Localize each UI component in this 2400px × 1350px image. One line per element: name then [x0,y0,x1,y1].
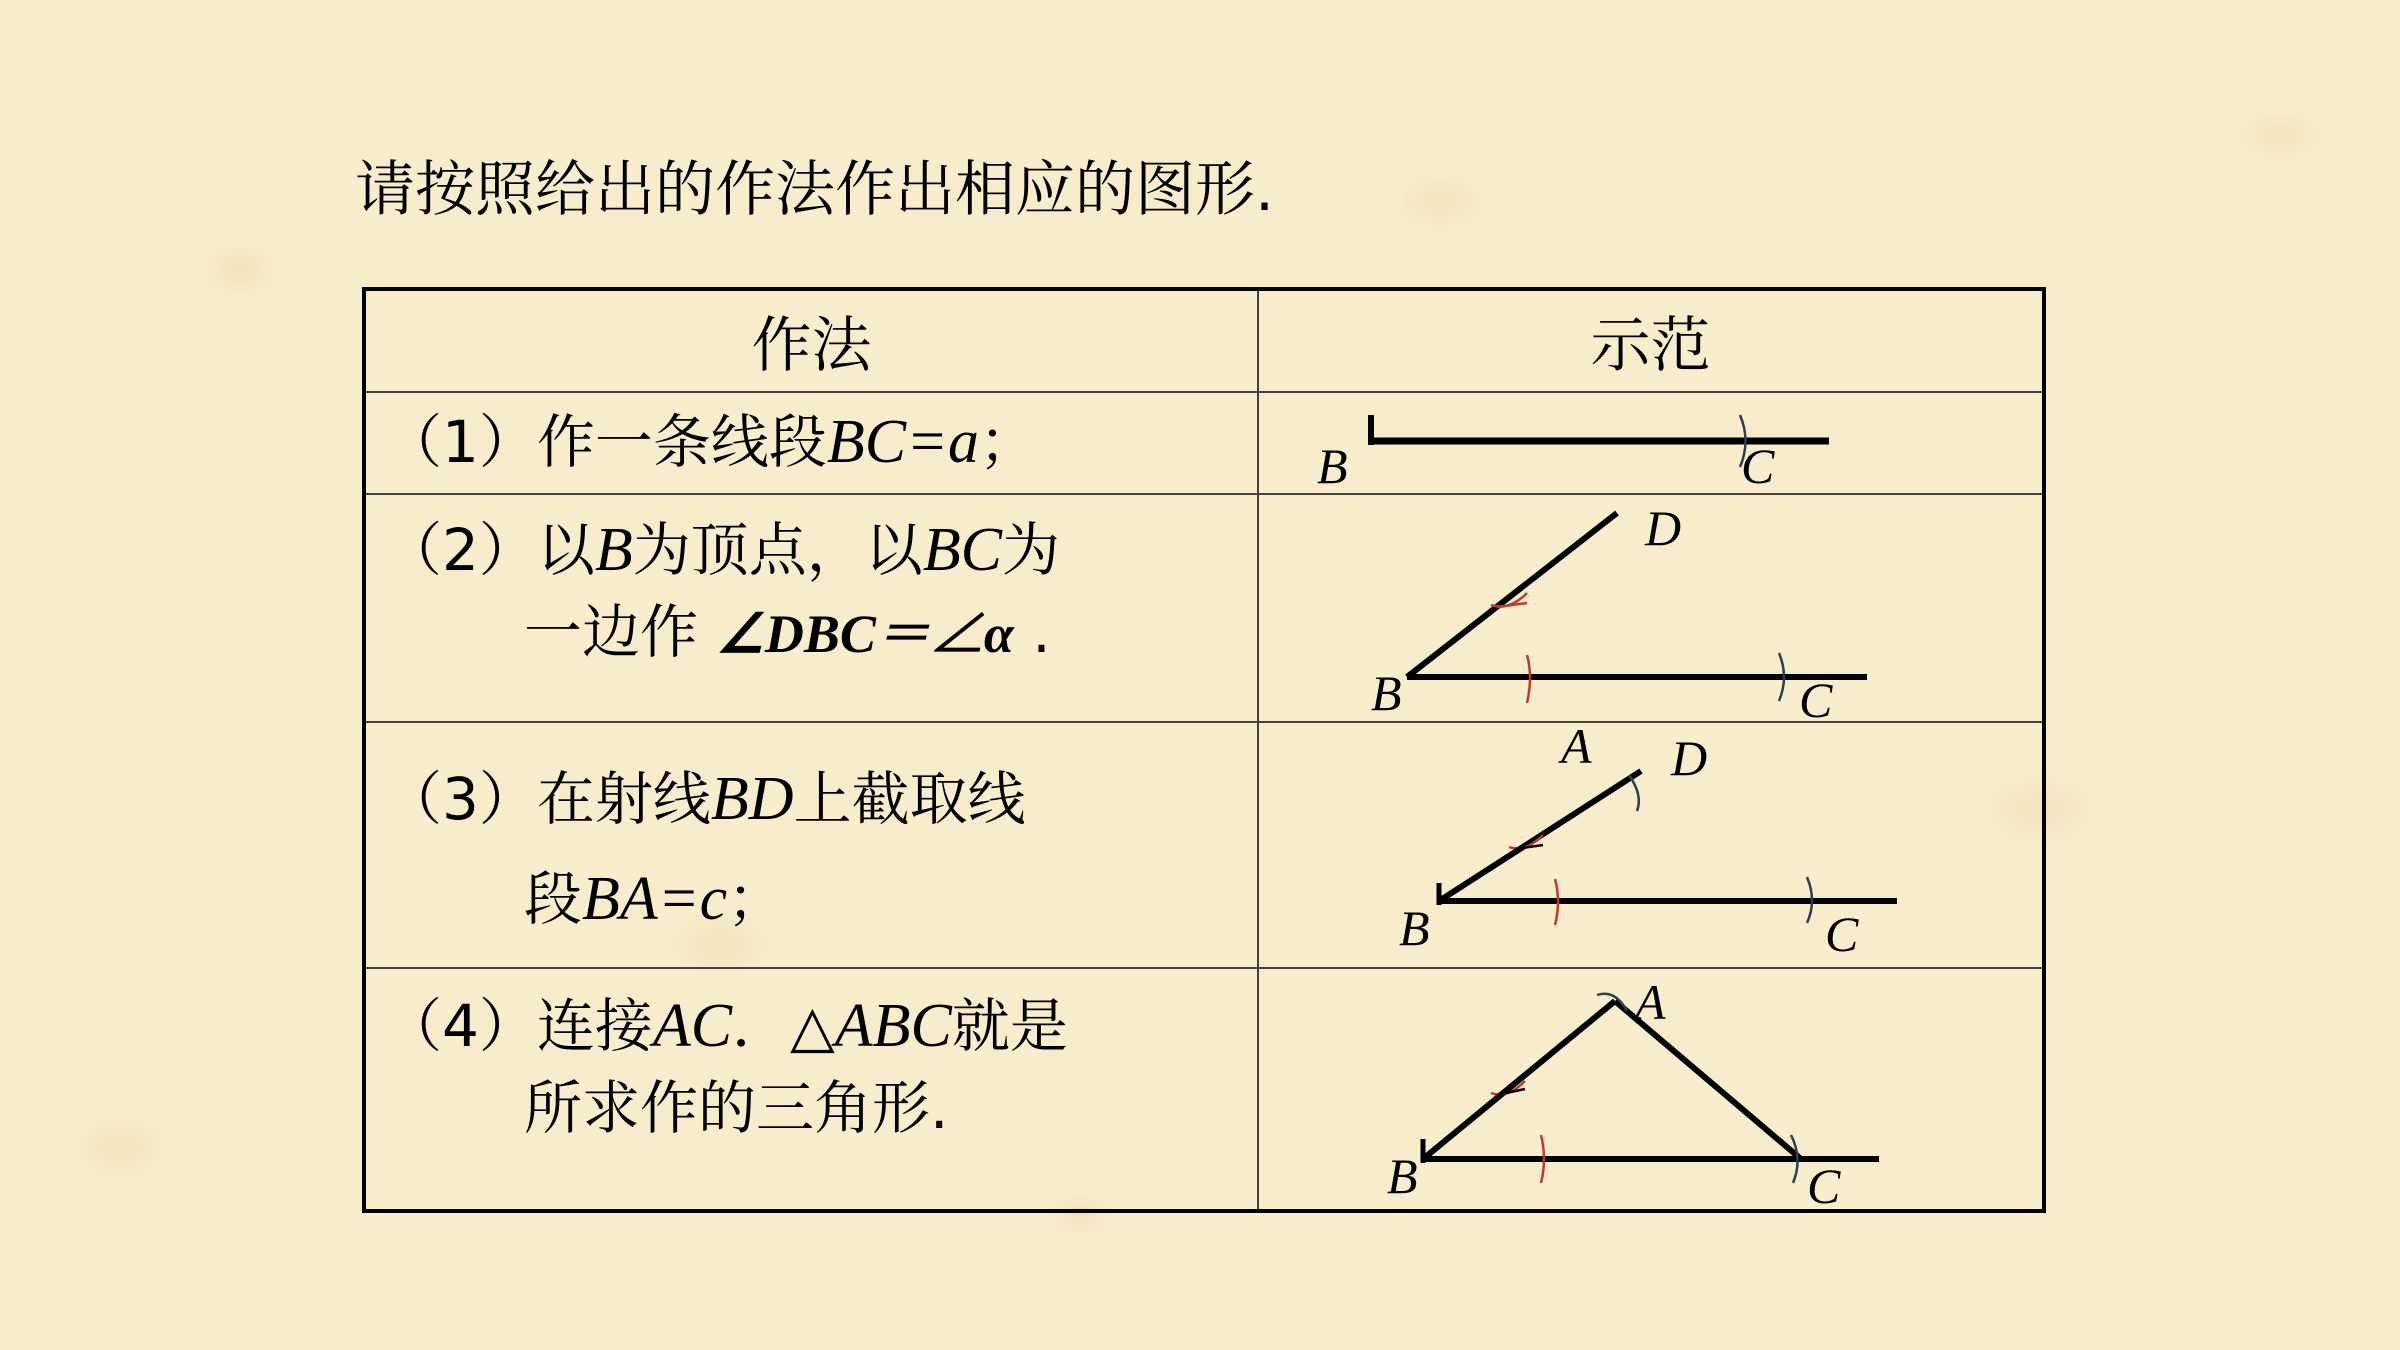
point-label-c: C [1741,438,1775,493]
step-text: 上截取线 [793,765,1026,833]
point-label-d: D [1671,730,1708,786]
point-label-b: B [1399,900,1430,956]
step-text: 在射线 [536,765,711,833]
point-label-c: C [1799,672,1833,721]
segment-bc-figure [1259,393,2045,493]
construction-table [362,287,2046,1213]
step-text: . [1013,598,1051,666]
math-expr: AC [652,992,733,1060]
step-text: 所求作的三角形. [524,1074,949,1142]
math-expr: BD [710,765,794,833]
step-text: 以 [536,516,595,584]
step-text: 作一条线段 [536,408,827,476]
triangle-abc-figure [1259,969,2045,1209]
step-number: （2） [384,516,537,584]
step-number: （1） [384,408,537,476]
instruction-text: 请按照给出的作法作出相应的图形. [355,155,1275,225]
step-3-demo [1258,722,2044,968]
step-2-demo [1258,494,2044,722]
header-method: 作法 [364,289,1258,392]
step-3-text [364,722,1258,968]
step-text: 为顶点，以 [632,516,923,584]
point-label-b: B [1371,665,1402,721]
point-label-d: D [1645,500,1682,556]
step-text: ； [727,865,786,933]
step-number: （3） [384,765,537,833]
math-expr: ABC [834,992,952,1060]
point-label-a: A [1635,974,1666,1030]
math-expr: B [594,516,633,584]
step-text: 连接 [536,992,653,1060]
angle-expr: ∠DBC＝∠α [716,604,1014,664]
step-text: 就是 [951,992,1068,1060]
point-label-a: A [1561,723,1592,774]
math-expr: BC=a [826,408,979,476]
angle-dbc-figure [1259,495,2045,721]
point-label-b: B [1317,438,1348,493]
step-text: ； [979,408,1038,476]
segment-ba-figure [1259,723,2045,967]
step-number: （4） [384,992,537,1060]
point-label-c: C [1807,1158,1841,1209]
header-demo: 示范 [1258,289,2044,392]
step-text: ．△ [732,992,835,1060]
point-label-b: B [1387,1148,1418,1204]
step-1-text [364,392,1258,494]
step-1-demo [1258,392,2044,494]
point-label-c: C [1825,906,1859,962]
step-2-text [364,494,1258,722]
math-expr: BC [922,516,1003,584]
step-text: 段 [524,865,583,933]
step-4-demo [1258,968,2044,1211]
step-text: 为 [1002,516,1061,584]
step-text: 一边作 [524,598,717,666]
math-expr: BA=c [582,865,728,933]
step-4-text [364,968,1258,1211]
